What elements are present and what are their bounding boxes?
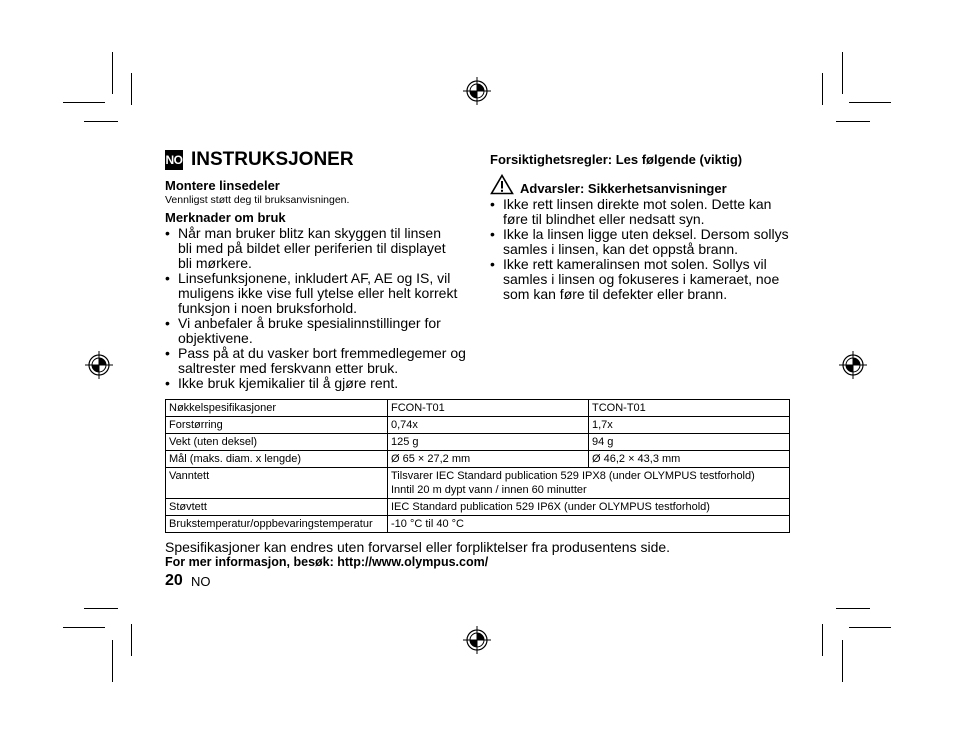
list-item: • Ikke la linsen ligge uten deksel. Dersom sollys samles i linsen, kan det oppstå brann. <box>490 227 800 257</box>
table-cell: 94 g <box>589 434 790 451</box>
table-cell: 1,7x <box>589 417 790 434</box>
table-cell: -10 °C til 40 °C <box>388 516 790 533</box>
table-header-cell: FCON-T01 <box>388 400 589 417</box>
table-cell: Vanntett <box>166 468 388 499</box>
registration-mark-icon <box>463 77 491 105</box>
list-item: • Ikke bruk kjemikalier til å gjøre rent. <box>165 376 475 391</box>
table-row <box>166 451 790 468</box>
table-cell: IEC Standard publication 529 IP6X (under OLYMPUS testforhold) <box>388 499 790 516</box>
list-item: • Ikke rett linsen direkte mot solen. Dette kan føre til blindhet eller nedsatt syn. <box>490 197 800 227</box>
table-cell <box>388 468 790 499</box>
list-item: • Når man bruker blitz kan skyggen til linsen bli med på bildet eller periferien til displayet bli mørkere. <box>165 226 475 271</box>
table-header-row <box>166 400 790 417</box>
table-cell: Vekt (uten deksel) <box>166 434 388 451</box>
table-cell: Ø 65 × 27,2 mm <box>388 451 589 468</box>
table-row <box>166 499 790 516</box>
table-header-cell: TCON-T01 <box>589 400 790 417</box>
table-cell: Støvtett <box>166 499 388 516</box>
table-cell-line: Inntil 20 m dypt vann / innen 60 minutter <box>391 484 587 496</box>
table-header-cell: Nøkkelspesifikasjoner <box>166 400 388 417</box>
specs-notice: Spesifikasjoner kan endres uten forvarsel eller forpliktelser fra produsentens side. <box>165 539 671 555</box>
registration-mark-icon <box>85 351 113 379</box>
registration-mark-icon <box>463 626 491 654</box>
page-title: INSTRUKSJONER <box>191 149 354 170</box>
warnings-list <box>490 197 800 302</box>
table-row <box>166 417 790 434</box>
language-badge: NO <box>165 150 183 170</box>
table-cell-line: Tilsvarer IEC Standard publication 529 IPX8 (under OLYMPUS testforhold) <box>391 470 755 482</box>
list-item: • Linsefunksjonene, inkludert AF, AE og IS, vil muligens ikke vise full ytelse eller helt korrekt funksjon i noen bruksforhold. <box>165 271 475 316</box>
table-cell: Brukstemperatur/oppbevaringstemperatur <box>166 516 388 533</box>
list-item: • Pass på at du vasker bort fremmedlegemer og saltrester med ferskvann etter bruk. <box>165 346 475 376</box>
warning-triangle-icon <box>490 174 514 195</box>
precautions-heading: Forsiktighetsregler: Les følgende (viktig) <box>490 152 743 167</box>
mount-note: Vennligst støtt deg til bruksanvisningen. <box>165 194 350 206</box>
table-cell: 125 g <box>388 434 589 451</box>
table-row <box>166 434 790 451</box>
more-info-link[interactable]: For mer informasjon, besøk: http://www.olympus.com/ <box>165 555 489 569</box>
table-cell: 0,74x <box>388 417 589 434</box>
table-cell: Ø 46,2 × 43,3 mm <box>589 451 790 468</box>
table-row <box>166 516 790 533</box>
table-cell: Mål (maks. diam. x lengde) <box>166 451 388 468</box>
table-row <box>166 468 790 499</box>
page-number: 20 <box>165 572 183 589</box>
table-cell: Forstørring <box>166 417 388 434</box>
list-item: • Vi anbefaler å bruke spesialinnstillinger for objektivene. <box>165 316 475 346</box>
registration-mark-icon <box>839 351 867 379</box>
warning-heading: Advarsler: Sikkerhetsanvisninger <box>520 181 727 196</box>
page-language: NO <box>191 574 211 589</box>
notes-heading: Merknader om bruk <box>165 210 286 225</box>
usage-notes-list <box>165 226 475 391</box>
mount-heading: Montere linsedeler <box>165 178 280 193</box>
specifications-table <box>165 399 790 533</box>
list-item: • Ikke rett kameralinsen mot solen. Sollys vil samles i linsen og fokuseres i kameraet, noe som kan føre til defekter eller brann. <box>490 257 800 302</box>
